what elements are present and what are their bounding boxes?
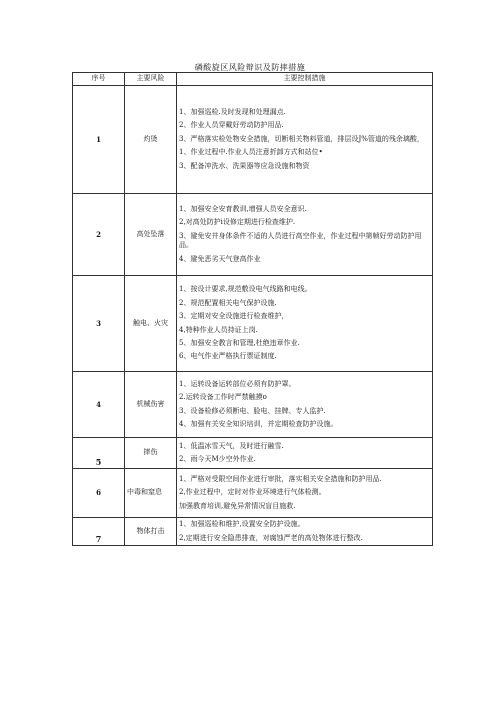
control-measures — [177, 276, 433, 372]
measure-item: 4、避免恶劣天气登高作业 — [179, 254, 261, 263]
risk-name: 物体打击 — [125, 518, 177, 546]
measure-item: 4,特种作业人员持证上岗. — [179, 325, 258, 334]
measure-item: 3、避免安井身体条件不适的人员进行高空作业，作业过程中第帧好劳动防护用品。 — [179, 231, 422, 250]
table-row — [73, 276, 433, 372]
table-row — [73, 518, 433, 546]
control-measures — [177, 438, 433, 469]
measure-item: 1、按设计要求,规范敷设电气线路和电线。 — [179, 285, 312, 294]
measure-item: 加强教育培训,避免异常情况盲目施救. — [179, 501, 296, 510]
table-row — [73, 194, 433, 276]
table-row — [73, 438, 433, 469]
risk-name: 高处坠落 — [125, 194, 177, 276]
control-measures — [177, 194, 433, 276]
row-number: 4 — [73, 372, 125, 438]
table-row — [73, 372, 433, 438]
risk-name: 触电、火灾 — [125, 276, 177, 372]
measure-item: 5、加强安全教言和管理,杜绝违章作业. — [179, 338, 300, 347]
measure-item: 6、电气作业严格执行票证制度. — [179, 352, 277, 361]
measure-item: 1、严格对受限空间作业进行审批，落实相关安全措施和防护用品. — [179, 474, 382, 483]
header-measures: 主要控制措施 — [177, 73, 433, 86]
row-number: 1 — [73, 86, 125, 194]
measure-item: 2,定期进行安全隐患排查，对腐蚀严老的高处物体进行整改. — [179, 533, 363, 542]
risk-name: 中毒和窒息 — [125, 469, 177, 518]
risk-table — [72, 72, 433, 546]
measure-item: 1、低温冰雪天气，及时进行融雪. — [179, 441, 284, 450]
row-number: 6 — [73, 469, 125, 518]
header-no: 序号 — [73, 73, 125, 86]
measure-item: 1、加强安全安育教训,增强人员安全意识. — [179, 204, 307, 213]
measure-item: 2,对高处防护i设修定期进行检查维护. — [179, 218, 296, 227]
table-row — [73, 86, 433, 194]
measure-item: 1、加强巡检和维护,设置安全防护设施。 — [179, 520, 305, 529]
control-measures — [177, 469, 433, 518]
risk-name: 机械伤害 — [125, 372, 177, 438]
row-number: 5 — [73, 438, 125, 469]
row-number: 7 — [73, 518, 125, 546]
control-measures — [177, 518, 433, 546]
measure-item: 4、加强有关安全知识培训，并定期检查防护设施。 — [179, 419, 338, 428]
measure-item: 1、加强巡检.及时发现和处理漏点. — [179, 107, 286, 116]
table-row — [73, 469, 433, 518]
measure-item: 3、配备冲洗水、洗果器等应急设施和物资 — [179, 161, 310, 170]
header-risk: 主要风险 — [125, 73, 177, 86]
measure-item: 3、定期对安全设施进行检查维护， — [179, 312, 289, 321]
table-header-row — [73, 73, 433, 86]
measure-item: 1、作业过程中.作业人员注意折卸方式和站位• — [179, 148, 323, 157]
document-title: 磷酸旋区风险辩识及防摔措施 — [194, 63, 306, 72]
risk-name: 摔伤 — [125, 438, 177, 469]
row-number: 3 — [73, 276, 125, 372]
row-number: 2 — [73, 194, 125, 276]
risk-name: 灼烫 — [125, 86, 177, 194]
measure-item: 2、作业人员穿戴好劳动防护用品. — [179, 121, 284, 130]
measure-item: 3、设备检修必须断电、脸电、挂牌、专人监护. — [179, 406, 326, 415]
measure-item: 2、雨今天M少空外作业. — [179, 455, 256, 463]
control-measures — [177, 86, 433, 194]
measure-item: 2.运转设备工作时严禁触摸o — [179, 393, 267, 402]
measure-item: 2、规范配置相关电气保护设施. — [179, 298, 277, 307]
measure-item: 2,作业过程中，定时对作业环境进行气体检测。 — [179, 488, 326, 497]
control-measures — [177, 372, 433, 438]
measure-item: 1、运转设备运转部位必须有防护罩。 — [179, 379, 296, 388]
measure-item: 3、严格落实检处物安全措施，切断相关物料管道，排层设J%管道的残余璃酸， — [179, 134, 424, 143]
